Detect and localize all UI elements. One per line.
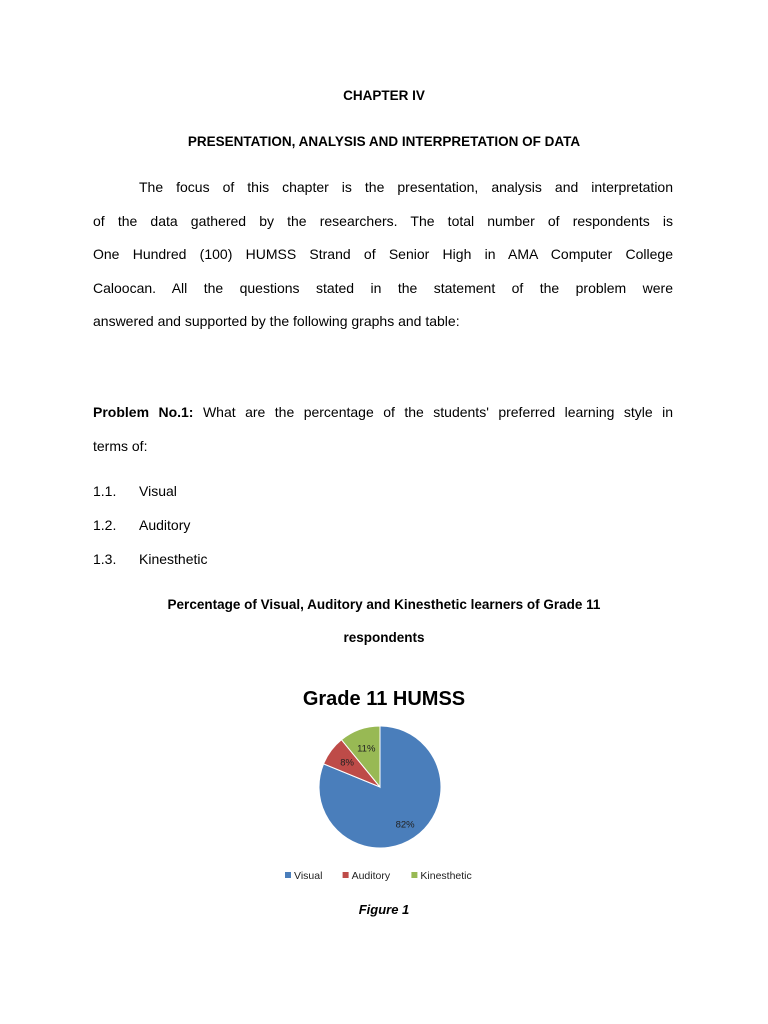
legend-label: Visual xyxy=(294,870,323,882)
intro-line: answered and supported by the following graphs and table: xyxy=(93,313,460,329)
intro-line: One Hundred (100) HUMSS Strand of Senior High in AMA Computer College xyxy=(93,246,673,262)
list-number: 1.3. xyxy=(93,551,117,567)
legend-swatch xyxy=(411,872,417,878)
problem-line-2: terms of: xyxy=(93,437,148,454)
legend-label: Kinesthetic xyxy=(420,870,472,882)
list-number: 1.1. xyxy=(93,483,117,499)
pie-data-label: 11% xyxy=(357,743,376,755)
intro-line: The focus of this chapter is the presentation, analysis and interpretation xyxy=(139,179,673,195)
list-text: Kinesthetic xyxy=(139,551,208,567)
list-text: Visual xyxy=(139,483,177,499)
section-title: PRESENTATION, ANALYSIS AND INTERPRETATION OF DATA xyxy=(187,134,581,149)
pie-data-label: 82% xyxy=(395,819,415,831)
table-caption-line-2: respondents xyxy=(343,630,425,645)
legend-swatch xyxy=(285,872,291,878)
list-text: Auditory xyxy=(139,517,191,533)
legend-label: Auditory xyxy=(351,870,391,882)
chart-title: Grade 11 HUMSS xyxy=(302,688,466,710)
problem-label: Problem No.1: xyxy=(93,404,194,420)
list-number: 1.2. xyxy=(93,517,117,533)
legend-swatch xyxy=(343,872,349,878)
figure-label: Figure 1 xyxy=(358,902,410,917)
pie-data-label: 8% xyxy=(340,757,354,769)
chapter-heading: CHAPTER IV xyxy=(343,88,425,103)
table-caption-line-1: Percentage of Visual, Auditory and Kinesthetic learners of Grade 11 xyxy=(167,597,601,612)
problem-text: What are the percentage of the students' preferred learning style in xyxy=(202,404,674,420)
intro-line: Caloocan. All the questions stated in the statement of the problem were xyxy=(93,279,673,296)
intro-line: of the data gathered by the researchers. The total number of respondents is xyxy=(93,212,673,229)
